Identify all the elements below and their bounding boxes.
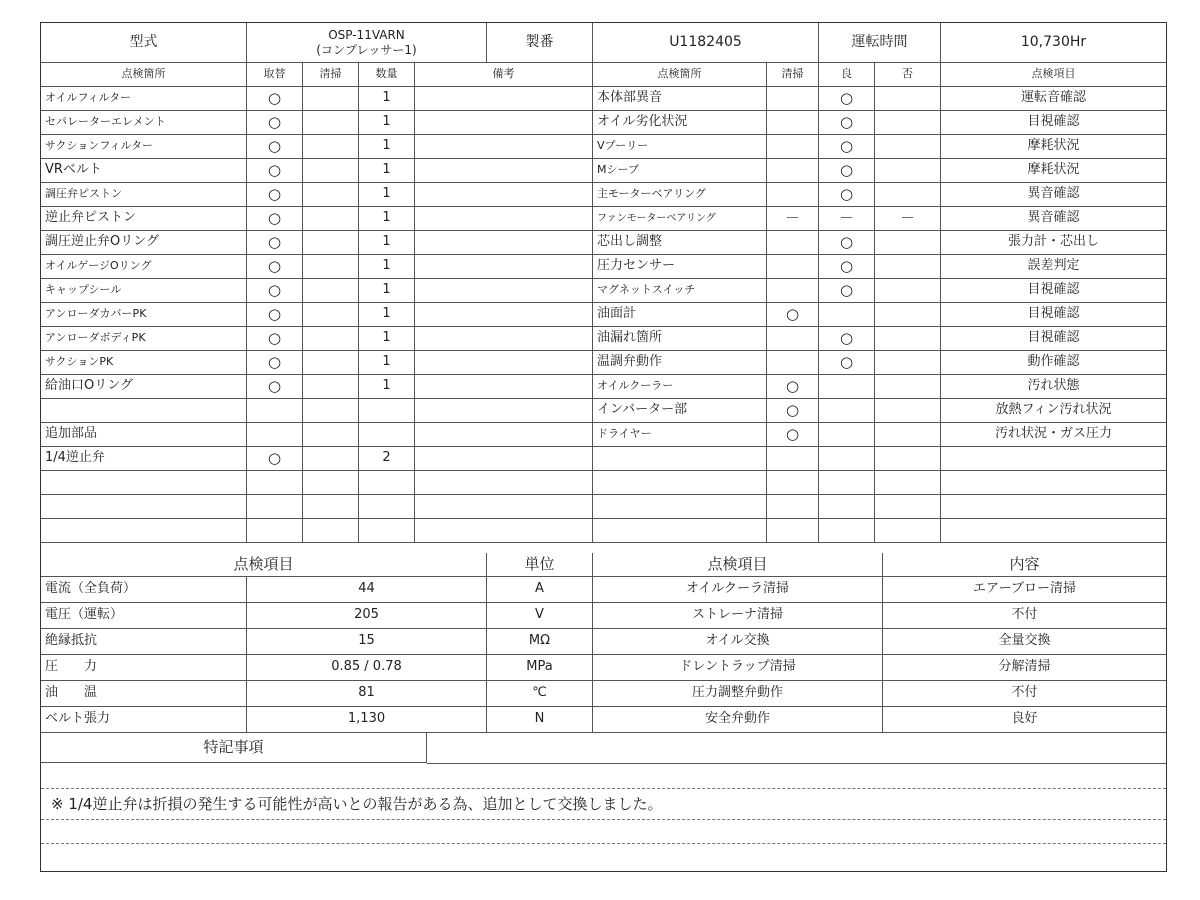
parts-row-clean xyxy=(303,375,359,399)
parts-row-clean xyxy=(303,447,359,471)
parts-row-clean xyxy=(303,471,359,495)
parts-row-qty: 1 xyxy=(359,279,415,303)
inspection-row-name: オイル劣化状況 xyxy=(593,111,767,135)
model-name: OSP-11VARN xyxy=(328,28,405,43)
inspection-row-good: ○ xyxy=(819,159,875,183)
measure-value: 0.85 / 0.78 xyxy=(247,655,487,681)
inspection-row-item xyxy=(941,519,1166,543)
parts-row-qty xyxy=(359,471,415,495)
inspection-row-good: ○ xyxy=(819,111,875,135)
inspection-row-good: ○ xyxy=(819,327,875,351)
measure-unit: V xyxy=(487,603,593,629)
inspection-row-good xyxy=(819,447,875,471)
inspection-row-item: 目視確認 xyxy=(941,279,1166,303)
parts-row-replace: ○ xyxy=(247,303,303,327)
parts-row-clean xyxy=(303,231,359,255)
parts-row-clean xyxy=(303,183,359,207)
parts-row-replace: ○ xyxy=(247,279,303,303)
inspection-row-item: 摩耗状況 xyxy=(941,135,1166,159)
inspection-row-clean xyxy=(767,351,819,375)
inspection-row-bad xyxy=(875,159,941,183)
parts-row-name: サクションフィルター xyxy=(41,135,247,159)
parts-row-clean xyxy=(303,327,359,351)
parts-row-replace: ○ xyxy=(247,231,303,255)
inspection-row-clean xyxy=(767,159,819,183)
inspection-row-good: ○ xyxy=(819,351,875,375)
inspection-row-item: 摩耗状況 xyxy=(941,159,1166,183)
parts-row-note xyxy=(415,471,593,495)
parts-row-name: 追加部品 xyxy=(41,423,247,447)
measure-header-item: 点検項目 xyxy=(41,553,487,577)
parts-row-note xyxy=(415,135,593,159)
inspection-row-name xyxy=(593,495,767,519)
parts-row-clean xyxy=(303,279,359,303)
parts-row-note xyxy=(415,495,593,519)
inspection-row-bad xyxy=(875,471,941,495)
parts-row-clean xyxy=(303,495,359,519)
inspection-header-1: 清掃 xyxy=(767,63,819,87)
inspection-row-item: 目視確認 xyxy=(941,303,1166,327)
measure-value: 205 xyxy=(247,603,487,629)
inspection-row-item: 異音確認 xyxy=(941,183,1166,207)
inspection-row-bad xyxy=(875,111,941,135)
inspection-row-bad xyxy=(875,231,941,255)
parts-row-clean xyxy=(303,255,359,279)
inspection-row-bad xyxy=(875,423,941,447)
parts-row-clean xyxy=(303,519,359,543)
inspection-row-clean xyxy=(767,111,819,135)
inspection-row-name: ファンモーターベアリング xyxy=(593,207,767,231)
inspection-row-name xyxy=(593,519,767,543)
parts-header-1: 取替 xyxy=(247,63,303,87)
remarks-line-2 xyxy=(41,819,1166,820)
parts-header-0: 点検箇所 xyxy=(41,63,247,87)
parts-row-name: VRベルト xyxy=(41,159,247,183)
inspection-row-bad xyxy=(875,351,941,375)
inspection-row-name: Mシーブ xyxy=(593,159,767,183)
inspection-header-3: 否 xyxy=(875,63,941,87)
inspection-row-good xyxy=(819,303,875,327)
parts-row-clean xyxy=(303,423,359,447)
inspection-row-clean xyxy=(767,87,819,111)
measure-item: 油 温 xyxy=(41,681,247,707)
parts-row-name: 1/4逆止弁 xyxy=(41,447,247,471)
inspection-row-name: ドライヤー xyxy=(593,423,767,447)
parts-row-replace: ○ xyxy=(247,447,303,471)
parts-row-name: 給油口Oリング xyxy=(41,375,247,399)
inspection-row-name: 温調弁動作 xyxy=(593,351,767,375)
inspection-row-clean: － xyxy=(767,207,819,231)
inspection-row-bad xyxy=(875,279,941,303)
model-subname: (コンプレッサー1) xyxy=(316,42,417,57)
model-label: 型式 xyxy=(41,23,247,63)
parts-row-note xyxy=(415,327,593,351)
parts-row-note xyxy=(415,183,593,207)
parts-row-clean xyxy=(303,399,359,423)
inspection-header-0: 点検箇所 xyxy=(593,63,767,87)
inspection-row-good: ○ xyxy=(819,135,875,159)
parts-row-name xyxy=(41,495,247,519)
parts-row-qty: 1 xyxy=(359,351,415,375)
parts-row-replace: ○ xyxy=(247,255,303,279)
parts-header-2: 清掃 xyxy=(303,63,359,87)
measure-item: 電流（全負荷） xyxy=(41,577,247,603)
inspection-row-bad xyxy=(875,303,941,327)
parts-row-name: セパレーターエレメント xyxy=(41,111,247,135)
inspection-row-name: マグネットスイッチ xyxy=(593,279,767,303)
inspection-report-sheet xyxy=(40,22,1167,872)
parts-row-qty xyxy=(359,399,415,423)
parts-row-name: 調圧逆止弁Oリング xyxy=(41,231,247,255)
model-value xyxy=(247,23,487,63)
parts-row-name: アンローダボディPK xyxy=(41,327,247,351)
inspection-row-clean xyxy=(767,255,819,279)
parts-row-note xyxy=(415,351,593,375)
inspection-row-good: ○ xyxy=(819,231,875,255)
inspection-row-item: 汚れ状況・ガス圧力 xyxy=(941,423,1166,447)
parts-row-replace: ○ xyxy=(247,327,303,351)
parts-row-clean xyxy=(303,135,359,159)
measure-item: 絶縁抵抗 xyxy=(41,629,247,655)
inspection-row-item: 放熱フィン汚れ状況 xyxy=(941,399,1166,423)
parts-row-clean xyxy=(303,111,359,135)
measure-value: 15 xyxy=(247,629,487,655)
parts-row-name: オイルフィルター xyxy=(41,87,247,111)
inspection-row-clean xyxy=(767,471,819,495)
inspection-row-clean xyxy=(767,519,819,543)
parts-row-replace xyxy=(247,399,303,423)
parts-row-note xyxy=(415,159,593,183)
inspection-row-name: 圧力センサー xyxy=(593,255,767,279)
parts-row-note xyxy=(415,87,593,111)
inspection-row-item xyxy=(941,471,1166,495)
parts-header-4: 備考 xyxy=(415,63,593,87)
parts-row-qty: 1 xyxy=(359,135,415,159)
parts-row-clean xyxy=(303,351,359,375)
remarks-line-1 xyxy=(41,788,1166,789)
parts-row-note xyxy=(415,423,593,447)
inspection-row-name: インバーター部 xyxy=(593,399,767,423)
inspection-row-good: ○ xyxy=(819,87,875,111)
parts-row-qty: 1 xyxy=(359,375,415,399)
inspection-row-item: 運転音確認 xyxy=(941,87,1166,111)
parts-row-replace: ○ xyxy=(247,87,303,111)
parts-row-clean xyxy=(303,87,359,111)
inspection-row-item: 目視確認 xyxy=(941,327,1166,351)
parts-row-qty: 2 xyxy=(359,447,415,471)
remarks-label: 特記事項 xyxy=(41,733,427,763)
inspection-row-item: 誤差判定 xyxy=(941,255,1166,279)
parts-row-note xyxy=(415,399,593,423)
parts-row-name xyxy=(41,519,247,543)
parts-row-clean xyxy=(303,159,359,183)
inspection-row-good: ○ xyxy=(819,279,875,303)
remarks-header-fill xyxy=(427,733,1166,764)
parts-row-note xyxy=(415,111,593,135)
parts-row-name: オイルゲージOリング xyxy=(41,255,247,279)
parts-row-name: 逆止弁ピストン xyxy=(41,207,247,231)
inspection-row-clean xyxy=(767,327,819,351)
inspection-row-item: 汚れ状態 xyxy=(941,375,1166,399)
parts-row-qty: 1 xyxy=(359,87,415,111)
inspection-row-clean xyxy=(767,447,819,471)
work-item: 安全弁動作 xyxy=(593,707,883,733)
inspection-row-bad xyxy=(875,135,941,159)
inspection-row-clean xyxy=(767,231,819,255)
inspection-row-bad xyxy=(875,495,941,519)
inspection-row-good: － xyxy=(819,207,875,231)
parts-row-note xyxy=(415,375,593,399)
inspection-row-bad xyxy=(875,447,941,471)
inspection-row-clean: ○ xyxy=(767,399,819,423)
parts-row-qty: 1 xyxy=(359,303,415,327)
parts-row-name xyxy=(41,471,247,495)
parts-row-replace xyxy=(247,495,303,519)
parts-row-qty: 1 xyxy=(359,207,415,231)
parts-row-clean xyxy=(303,303,359,327)
inspection-row-clean xyxy=(767,495,819,519)
work-content: 不付 xyxy=(883,681,1166,707)
hours-label: 運転時間 xyxy=(819,23,941,63)
parts-row-qty xyxy=(359,423,415,447)
parts-row-note xyxy=(415,303,593,327)
parts-row-note xyxy=(415,279,593,303)
parts-row-qty: 1 xyxy=(359,255,415,279)
inspection-row-good: ○ xyxy=(819,183,875,207)
parts-row-qty xyxy=(359,519,415,543)
parts-row-qty: 1 xyxy=(359,327,415,351)
inspection-row-name: Vプーリー xyxy=(593,135,767,159)
parts-row-note xyxy=(415,207,593,231)
parts-header-3: 数量 xyxy=(359,63,415,87)
parts-row-qty: 1 xyxy=(359,231,415,255)
inspection-row-item: 目視確認 xyxy=(941,111,1166,135)
inspection-row-item xyxy=(941,495,1166,519)
measure-unit: MΩ xyxy=(487,629,593,655)
inspection-row-name xyxy=(593,471,767,495)
parts-row-replace xyxy=(247,471,303,495)
parts-row-name: サクションPK xyxy=(41,351,247,375)
parts-row-qty: 1 xyxy=(359,159,415,183)
inspection-header-4: 点検項目 xyxy=(941,63,1166,87)
parts-row-replace: ○ xyxy=(247,351,303,375)
parts-row-clean xyxy=(303,207,359,231)
parts-row-name: 調圧弁ピストン xyxy=(41,183,247,207)
measure-value: 44 xyxy=(247,577,487,603)
parts-row-replace: ○ xyxy=(247,159,303,183)
inspection-row-bad xyxy=(875,327,941,351)
parts-row-replace: ○ xyxy=(247,111,303,135)
inspection-row-good xyxy=(819,519,875,543)
work-item: ドレントラップ清掃 xyxy=(593,655,883,681)
inspection-row-bad xyxy=(875,255,941,279)
work-content: 全量交換 xyxy=(883,629,1166,655)
inspection-row-item: 動作確認 xyxy=(941,351,1166,375)
parts-row-replace: ○ xyxy=(247,183,303,207)
inspection-row-good xyxy=(819,375,875,399)
inspection-row-name: 主モーターベアリング xyxy=(593,183,767,207)
measure-unit: N xyxy=(487,707,593,733)
inspection-row-clean: ○ xyxy=(767,303,819,327)
inspection-row-name: 油漏れ箇所 xyxy=(593,327,767,351)
remarks-line-3 xyxy=(41,843,1166,844)
inspection-row-good xyxy=(819,471,875,495)
inspection-row-bad xyxy=(875,183,941,207)
inspection-row-clean: ○ xyxy=(767,375,819,399)
inspection-row-bad xyxy=(875,399,941,423)
inspection-row-name: 油面計 xyxy=(593,303,767,327)
serial-label: 製番 xyxy=(487,23,593,63)
inspection-row-bad xyxy=(875,519,941,543)
inspection-row-clean xyxy=(767,135,819,159)
serial-value: U1182405 xyxy=(593,23,819,63)
work-content: エアーブロー清掃 xyxy=(883,577,1166,603)
work-item: オイル交換 xyxy=(593,629,883,655)
inspection-row-clean xyxy=(767,279,819,303)
parts-row-qty xyxy=(359,495,415,519)
parts-row-qty: 1 xyxy=(359,111,415,135)
parts-row-replace xyxy=(247,423,303,447)
work-header-content: 内容 xyxy=(883,553,1166,577)
parts-row-replace: ○ xyxy=(247,375,303,399)
parts-row-note xyxy=(415,447,593,471)
measure-item: ベルト張力 xyxy=(41,707,247,733)
work-item: オイルクーラ清掃 xyxy=(593,577,883,603)
inspection-row-name: オイルクーラー xyxy=(593,375,767,399)
work-content: 不付 xyxy=(883,603,1166,629)
measure-value: 81 xyxy=(247,681,487,707)
inspection-row-clean: ○ xyxy=(767,423,819,447)
parts-row-note xyxy=(415,231,593,255)
measure-unit: ℃ xyxy=(487,681,593,707)
inspection-row-good xyxy=(819,423,875,447)
inspection-row-good xyxy=(819,495,875,519)
parts-row-replace: ○ xyxy=(247,135,303,159)
inspection-row-bad xyxy=(875,87,941,111)
inspection-row-name: 本体部異音 xyxy=(593,87,767,111)
work-item: ストレーナ清掃 xyxy=(593,603,883,629)
parts-row-replace xyxy=(247,519,303,543)
inspection-row-name: 芯出し調整 xyxy=(593,231,767,255)
inspection-row-bad: － xyxy=(875,207,941,231)
parts-row-qty: 1 xyxy=(359,183,415,207)
work-content: 良好 xyxy=(883,707,1166,733)
measure-item: 電圧（運転） xyxy=(41,603,247,629)
work-content: 分解清掃 xyxy=(883,655,1166,681)
inspection-row-item: 張力計・芯出し xyxy=(941,231,1166,255)
parts-row-replace: ○ xyxy=(247,207,303,231)
measure-unit: MPa xyxy=(487,655,593,681)
parts-row-note xyxy=(415,255,593,279)
parts-row-name: アンローダカバーPK xyxy=(41,303,247,327)
inspection-row-good xyxy=(819,399,875,423)
inspection-row-item xyxy=(941,447,1166,471)
inspection-header-2: 良 xyxy=(819,63,875,87)
measure-header-unit: 単位 xyxy=(487,553,593,577)
parts-row-note xyxy=(415,519,593,543)
inspection-row-clean xyxy=(767,183,819,207)
inspection-row-bad xyxy=(875,375,941,399)
inspection-row-name xyxy=(593,447,767,471)
inspection-row-good: ○ xyxy=(819,255,875,279)
parts-row-name xyxy=(41,399,247,423)
measure-value: 1,130 xyxy=(247,707,487,733)
inspection-row-item: 異音確認 xyxy=(941,207,1166,231)
measure-item: 圧 力 xyxy=(41,655,247,681)
hours-value: 10,730Hr xyxy=(941,23,1166,63)
remarks-text: ※ 1/4逆止弁は折損の発生する可能性が高いとの報告がある為、追加として交換しました。 xyxy=(51,795,663,813)
parts-row-name: キャップシール xyxy=(41,279,247,303)
measure-unit: A xyxy=(487,577,593,603)
work-header-item: 点検項目 xyxy=(593,553,883,577)
work-item: 圧力調整弁動作 xyxy=(593,681,883,707)
